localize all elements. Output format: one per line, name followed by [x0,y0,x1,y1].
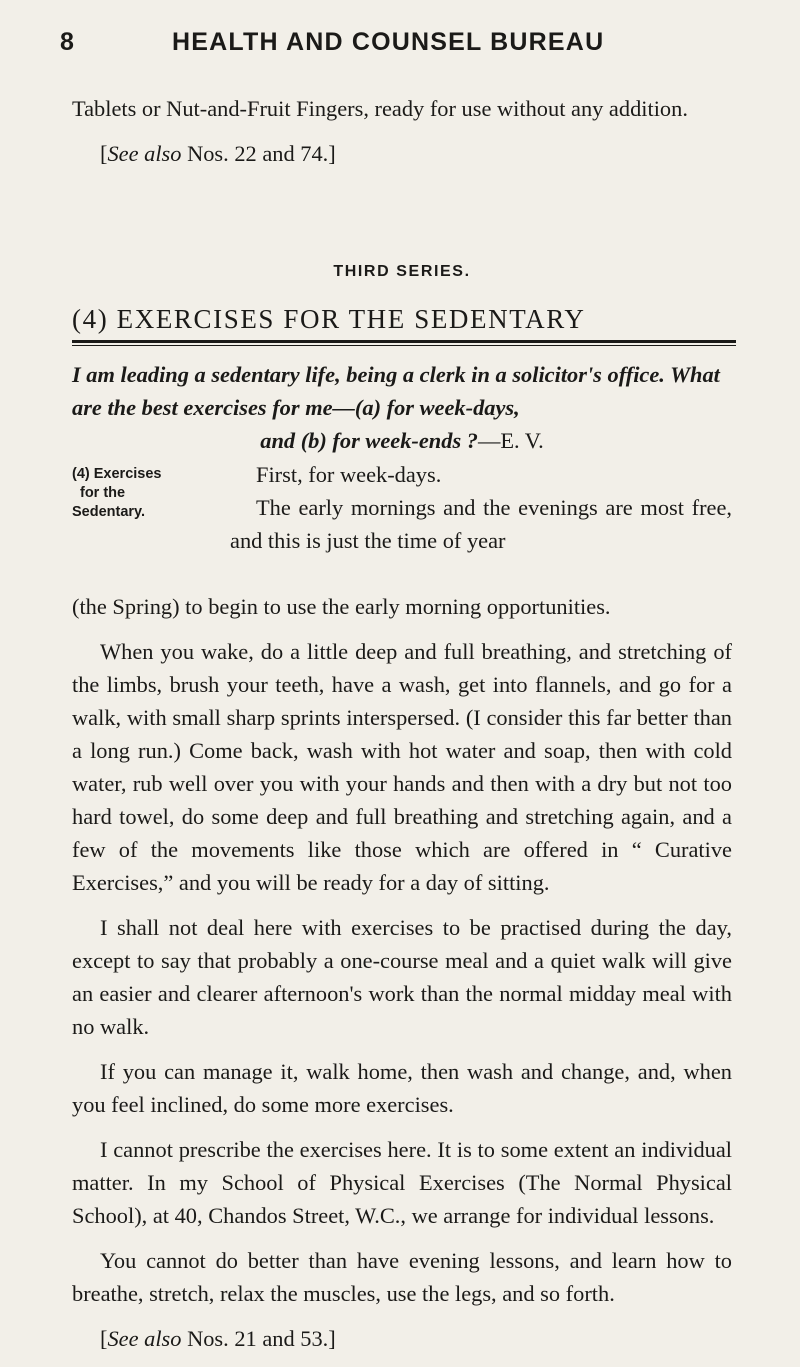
heading-rule-thick [72,340,736,343]
series-label: THIRD SERIES. [333,263,471,280]
question-text: I am leading a sedentary life, being a clerk in a solicitor's office. What are the best exercises for me—(a) for week-days, [72,362,720,420]
section-heading: (4) EXERCISES FOR THE SEDENTARY [72,304,586,334]
see-also-italic: See also [107,1326,182,1351]
question-initials: —E. V. [477,428,544,453]
body-paragraph: If you can manage it, walk home, then wash and change, and, when you feel inclined, do some more exercises. [72,1059,732,1117]
book-title: HEALTH AND COUNSEL BUREAU [172,28,605,56]
answer-body [72,590,732,1367]
body-paragraph: I cannot prescribe the exercises here. It is to some extent an individual matter. In my School of Physical Exercises (The Normal Physical School), at 40, Chandos Street, W.C., we arrange for individual lessons. [72,1137,732,1228]
see-also-numbers: Nos. 21 and 53.] [181,1326,336,1351]
see-also-numbers: Nos. 22 and 74.] [181,141,336,166]
body-paragraph: You cannot do better than have evening lessons, and learn how to breathe, stretch, relax the muscles, use the legs, and so forth. [72,1248,732,1306]
body-paragraph: When you wake, do a little deep and full breathing, and stretching of the limbs, brush your teeth, have a wash, get into flannels, and go for a walk, with small sharp sprints interspersed. (I consider this far better than a long run.) Come back, wash with hot water and soap, then with cold water, rub well over you with your hands and then with a dry but not too hard towel, do some deep and full breathing and stretching again, and a few of the movements like those which are offered in “ Curative Exercises,” and you will be ready for a day of sitting. [72,639,732,895]
intro-block [72,92,732,182]
question-line-2 [72,424,732,457]
question-text-2: and (b) for week-ends ? [260,428,478,453]
margin-note-line: for the [80,485,126,501]
closing-see-also: [See also Nos. 21 and 53.] [100,1326,336,1351]
running-head [60,22,740,62]
body-paragraph: I shall not deal here with exercises to be practised during the day, except to say that probably a one-course meal and a quiet walk will give an easier and clearer afternoon's work than the normal midday meal with no walk. [72,915,732,1039]
intro-see-also: [See also Nos. 22 and 74.] [100,141,336,166]
see-also-italic: See also [107,141,182,166]
page-number: 8 [60,28,75,56]
margin-note-line: Sedentary. [72,504,146,520]
margin-note-line: (4) Exercises [72,466,162,482]
body-paragraph: (the Spring) to begin to use the early morning opportunities. [72,594,611,619]
margin-note [72,465,222,522]
reader-question [72,358,732,457]
intro-paragraph: Tablets or Nut-and-Fruit Fingers, ready for use without any addition. [72,96,688,121]
heading-rule-thin [72,345,736,346]
answer-opening [230,458,732,557]
answer-column-line: The early mornings and the evenings are most free, and this is just the time of year [230,495,732,553]
answer-first-line: First, for week-days. [256,462,442,487]
